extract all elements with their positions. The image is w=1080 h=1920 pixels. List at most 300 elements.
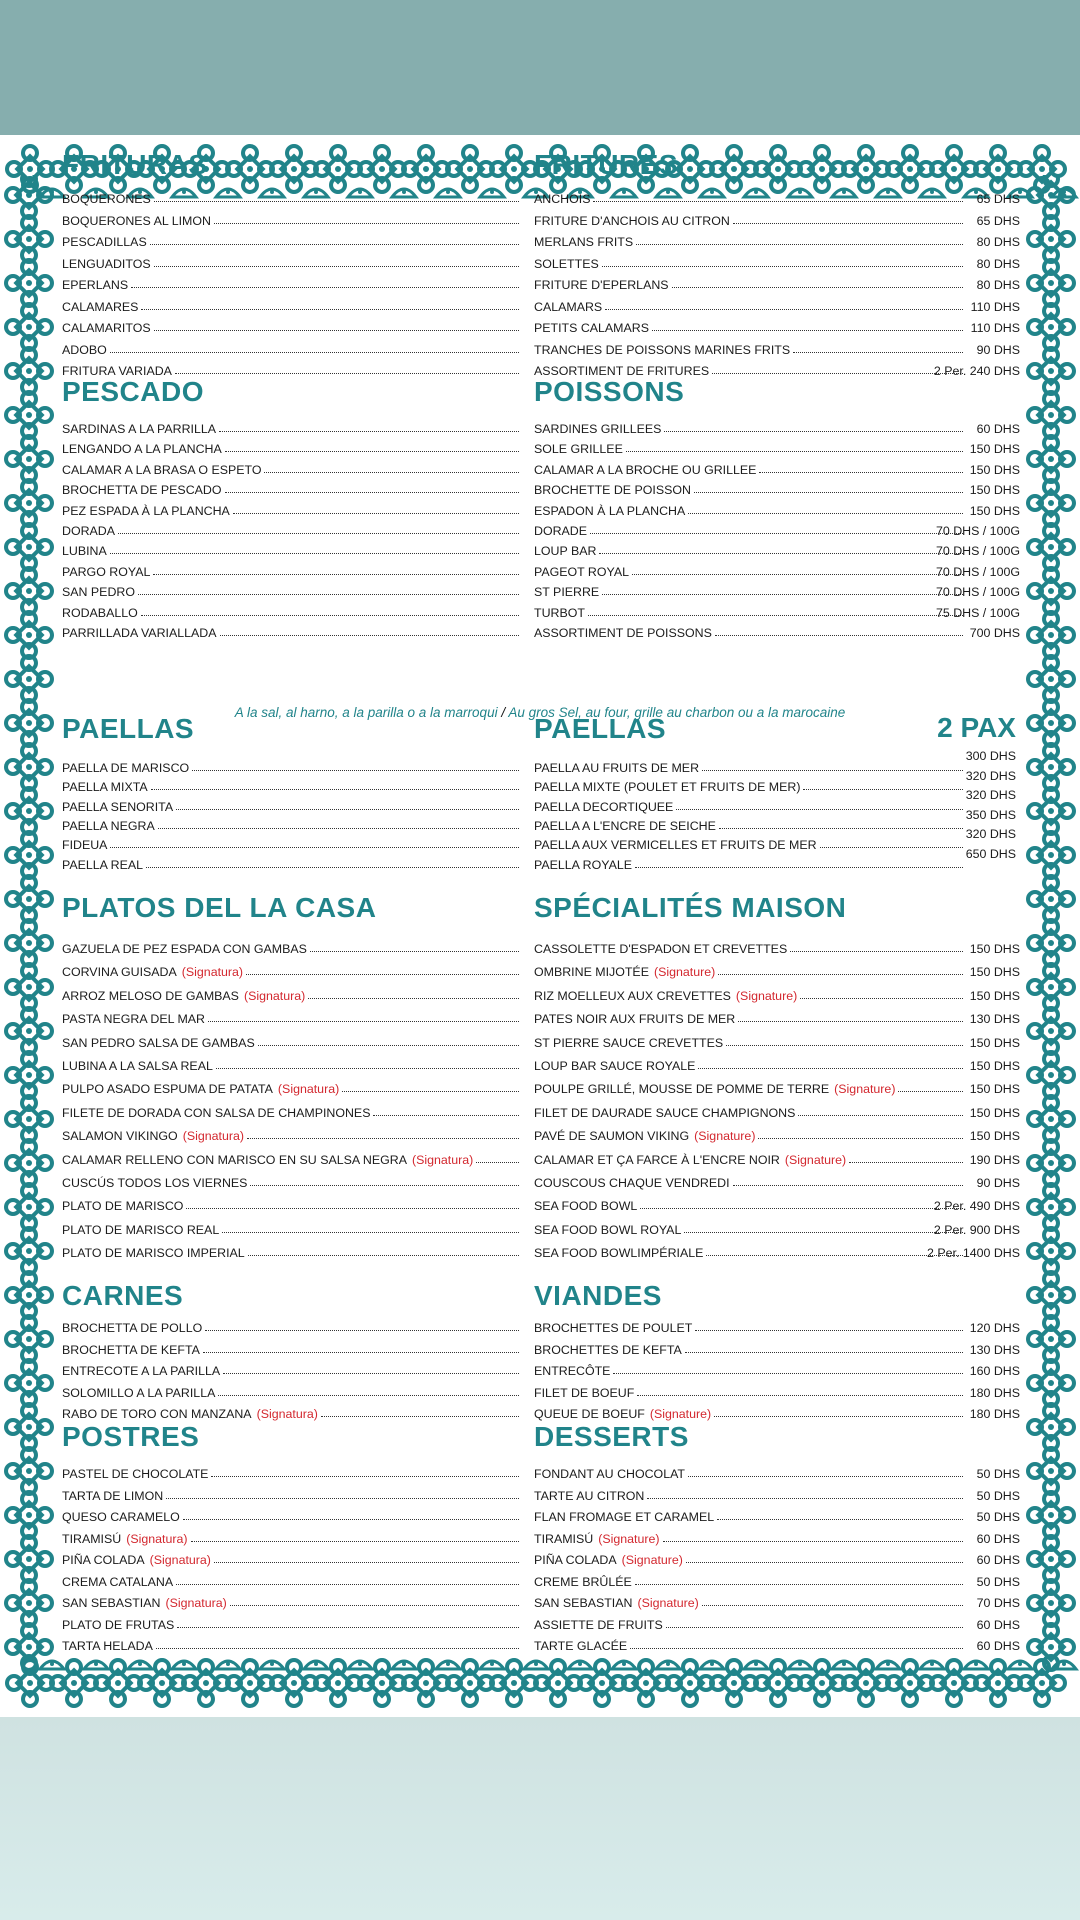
dot-leader xyxy=(702,770,963,771)
dot-leader xyxy=(154,330,519,331)
small-tile-icon xyxy=(348,1661,372,1669)
moroccan-tile-icon xyxy=(359,1660,405,1706)
item-price: 2 Per. 1400 DHS xyxy=(927,1246,1020,1261)
item-name-es xyxy=(62,1569,522,1589)
item-name-es-text: CREMA CATALANA xyxy=(62,1574,174,1589)
moroccan-tile-icon xyxy=(6,348,52,394)
moroccan-tile-icon xyxy=(6,480,52,526)
item-name-fr-text: FLAN FROMAGE ET CARAMEL xyxy=(534,1510,715,1524)
menu-item-row xyxy=(62,1053,1020,1073)
item-name-es-text: PARRILLADA VARIALLADA xyxy=(62,626,217,640)
item-name-fr-text: CALAMARS xyxy=(534,299,603,314)
moroccan-tile-icon xyxy=(6,392,52,438)
dot-leader xyxy=(186,1208,519,1209)
bottom-tile-border xyxy=(0,1649,1080,1717)
moroccan-tile-icon xyxy=(6,1008,52,1054)
section-title-pescado-es: PESCADO xyxy=(62,376,204,407)
item-price: 150 DHS xyxy=(969,1129,1020,1144)
moroccan-tile-icon xyxy=(1028,175,1074,218)
small-tile-icon xyxy=(700,1661,724,1669)
moroccan-tile-icon xyxy=(227,1660,273,1706)
moroccan-tile-icon xyxy=(1028,832,1074,878)
item-name-fr-text: ASSIETTE DE FRUITS xyxy=(534,1617,663,1632)
item-name-es-text: BOQUERONES AL LIMON xyxy=(62,213,211,228)
item-price: 180 DHS xyxy=(969,1407,1020,1422)
item-name-es xyxy=(62,498,522,518)
dot-leader xyxy=(373,1115,519,1116)
menu-item-row xyxy=(62,1147,1020,1167)
small-tile-icon xyxy=(568,1661,592,1669)
item-price: 320 DHS xyxy=(965,768,1016,783)
item-name-es xyxy=(62,559,522,579)
menu-item-row xyxy=(62,498,1020,518)
menu-item-row xyxy=(62,832,1020,852)
item-price: 130 DHS xyxy=(969,1012,1020,1027)
menu-item-row xyxy=(62,208,1020,228)
item-name-fr-text: LOUP BAR SAUCE ROYALE xyxy=(534,1059,696,1073)
dot-leader xyxy=(635,867,963,868)
section-title-platos-es: PLATOS DEL LA CASA xyxy=(62,892,377,923)
moroccan-tile-icon xyxy=(1028,920,1074,966)
item-name-es xyxy=(62,358,522,378)
small-tile-icon xyxy=(480,1661,504,1669)
item-name-es-text: PAELLA SENORITA xyxy=(62,799,174,814)
dot-leader xyxy=(110,352,519,353)
item-name-fr-text: LOUP BAR xyxy=(534,544,597,559)
item-name-es xyxy=(62,1461,522,1481)
moroccan-tile-icon xyxy=(6,1228,52,1274)
item-name-es-text: GAZUELA DE PEZ ESPADA CON GAMBAS xyxy=(62,942,307,956)
signature-tag: (Signatura) xyxy=(126,1531,188,1546)
item-name-es xyxy=(62,1526,522,1546)
item-name-es-text: FILETE DE DORADA CON SALSA DE CHAMPINONES xyxy=(62,1105,371,1120)
item-name-es-text: EPERLANS xyxy=(62,278,129,292)
moroccan-tile-icon xyxy=(535,1660,581,1706)
item-name-fr-text: CREME BRÛLÉE xyxy=(534,1574,632,1589)
item-name-fr xyxy=(534,832,966,852)
menu-item-row xyxy=(62,959,1020,979)
moroccan-tile-icon xyxy=(6,260,52,306)
menu-item-row xyxy=(62,1526,1020,1546)
item-name-es-text: FIDEUA xyxy=(62,838,108,853)
menu-item-row xyxy=(62,1030,1020,1050)
moroccan-tile-icon xyxy=(1028,436,1074,482)
signature-tag: (Signature) xyxy=(637,1596,699,1610)
signature-tag: (Signatura) xyxy=(149,1553,211,1567)
item-name-fr-text: TARTE GLACÉE xyxy=(534,1639,628,1653)
item-name-fr-text: PETITS CALAMARS xyxy=(534,321,649,335)
menu-item-row xyxy=(62,1170,1020,1190)
moroccan-tile-icon xyxy=(843,1660,889,1706)
item-name-es-text: BROCHETTA DE PESCADO xyxy=(62,483,222,498)
menu-item-row xyxy=(62,1315,1020,1335)
item-name-es xyxy=(62,1240,522,1260)
small-tile-icon xyxy=(788,1661,812,1669)
item-name-es xyxy=(62,1006,522,1026)
menu-item-row xyxy=(62,1483,1020,1503)
item-name-es xyxy=(62,294,522,314)
item-name-fr-text: SEA FOOD BOWL xyxy=(534,1199,638,1214)
moroccan-tile-icon xyxy=(1028,568,1074,614)
item-name-fr-text: PAVÉ DE SAUMON VIKING xyxy=(534,1129,690,1144)
item-price: 150 DHS xyxy=(969,1105,1020,1120)
moroccan-tile-icon xyxy=(1028,1536,1074,1582)
item-name-fr-text: POULPE GRILLÉ, MOUSSE DE POMME DE TERRE xyxy=(534,1082,830,1097)
item-name-es xyxy=(62,1170,522,1190)
menu-item-row xyxy=(62,1076,1020,1096)
item-name-fr-text: ST PIERRE SAUCE CREVETTES xyxy=(534,1035,724,1050)
item-price: 350 DHS xyxy=(965,807,1016,822)
moroccan-tile-icon xyxy=(667,1660,713,1706)
small-tile-icon xyxy=(876,1661,900,1669)
moroccan-tile-icon xyxy=(6,1580,52,1626)
item-price: 75 DHS / 100G xyxy=(935,605,1020,620)
item-name-es-text: PAELLA REAL xyxy=(62,857,144,872)
item-name-fr-text: QUEUE DE BOEUF xyxy=(534,1407,645,1422)
item-name-es xyxy=(62,959,522,979)
item-price: 650 DHS xyxy=(965,846,1016,861)
menu-item-row xyxy=(62,457,1020,477)
item-price: 110 DHS xyxy=(970,299,1020,314)
item-name-fr-text: RIZ MOELLEUX AUX CREVETTES xyxy=(534,988,731,1003)
moroccan-tile-icon xyxy=(6,1404,52,1450)
item-name-fr xyxy=(534,813,966,833)
signature-tag: (Signatura) xyxy=(411,1152,474,1167)
paella-price-list xyxy=(966,747,1016,864)
item-name-es xyxy=(62,1217,522,1237)
menu-item-row xyxy=(62,1612,1020,1632)
dot-leader xyxy=(211,1476,519,1477)
menu-item-row xyxy=(62,983,1020,1003)
dot-leader xyxy=(146,867,519,868)
dot-leader xyxy=(310,951,519,952)
small-tile-icon xyxy=(128,1661,152,1669)
note-french: Au gros Sel, au four, grille au charbon ou a la marocaine xyxy=(508,705,846,720)
item-price: 80 DHS xyxy=(976,278,1020,292)
menu-item-row xyxy=(62,774,1020,794)
moroccan-tile-icon xyxy=(1028,216,1074,262)
dot-leader xyxy=(110,553,519,554)
item-price: 320 DHS xyxy=(965,827,1016,841)
item-price: 70 DHS / 100G xyxy=(935,544,1020,559)
item-name-es xyxy=(62,1147,522,1167)
item-name-es-text: RODABALLO xyxy=(62,605,138,620)
item-name-fr-text: SOLE GRILLEE xyxy=(534,442,623,457)
moroccan-tile-icon xyxy=(931,1660,977,1706)
moroccan-tile-icon xyxy=(1028,392,1074,438)
signature-tag: (Signature) xyxy=(694,1129,756,1144)
item-name-es xyxy=(62,1401,522,1421)
item-name-es xyxy=(62,229,522,249)
moroccan-tile-icon xyxy=(1028,876,1074,922)
item-price: 80 DHS xyxy=(976,256,1020,271)
dot-leader xyxy=(264,472,519,473)
item-price: 2 Per. 490 DHS xyxy=(933,1199,1020,1214)
moroccan-tile-icon xyxy=(623,1660,669,1706)
dot-leader xyxy=(141,309,519,310)
item-name-fr-text: PAELLA ROYALE xyxy=(534,857,633,872)
moroccan-tile-icon xyxy=(271,1660,317,1706)
section-title-frituras-es: FRITURAS xyxy=(62,149,208,180)
item-name-fr-text: TIRAMISÚ xyxy=(534,1531,594,1546)
dot-leader xyxy=(208,1021,519,1022)
item-name-es-text: LENGUADITOS xyxy=(62,256,151,271)
menu-item-row xyxy=(62,1100,1020,1120)
moroccan-tile-icon xyxy=(6,304,52,350)
item-name-fr xyxy=(534,852,966,872)
item-name-es-text: CALAMARITOS xyxy=(62,321,151,335)
section-title-carnes-es: CARNES xyxy=(62,1280,184,1311)
item-name-fr-text: SAN SEBASTIAN xyxy=(534,1596,633,1610)
item-name-es xyxy=(62,1337,522,1357)
item-price: 150 DHS xyxy=(969,988,1020,1003)
item-name-es xyxy=(62,208,522,228)
moroccan-tile-icon xyxy=(1028,1448,1074,1494)
item-price: 150 DHS xyxy=(969,1082,1020,1097)
item-name-fr-text: ASSORTIMENT DE POISSONS xyxy=(534,626,712,640)
signature-tag: (Signature) xyxy=(598,1531,660,1546)
right-tile-border xyxy=(1022,175,1080,1675)
moroccan-tile-icon xyxy=(6,612,52,658)
item-price: 2 Per. 900 DHS xyxy=(933,1222,1020,1237)
menu-item-row xyxy=(62,1461,1020,1481)
moroccan-tile-icon xyxy=(1028,744,1074,790)
moroccan-tile-icon xyxy=(1028,1008,1074,1054)
dot-leader xyxy=(214,1562,519,1563)
menu-item-row xyxy=(62,294,1020,314)
dot-leader xyxy=(321,1416,519,1417)
item-name-es-text: CUSCÚS TODOS LOS VIERNES xyxy=(62,1176,248,1190)
item-name-es xyxy=(62,457,522,477)
dot-leader xyxy=(342,1091,519,1092)
moroccan-tile-icon xyxy=(1028,348,1074,394)
item-name-es-text: BROCHETTA DE POLLO xyxy=(62,1321,203,1335)
item-name-fr-text: ENTRECÔTE xyxy=(534,1364,611,1379)
moroccan-tile-icon xyxy=(6,1360,52,1406)
menu-item-row xyxy=(62,1123,1020,1143)
moroccan-tile-icon xyxy=(6,216,52,262)
item-name-es-text: SARDINAS A LA PARRILLA xyxy=(62,422,217,436)
moroccan-tile-icon xyxy=(491,1660,537,1706)
item-name-es-text: BOQUERONES xyxy=(62,192,151,206)
dot-leader xyxy=(166,1498,519,1499)
item-name-es-text: DORADA xyxy=(62,524,116,538)
moroccan-tile-icon xyxy=(1028,1184,1074,1230)
dot-leader xyxy=(191,1541,520,1542)
small-tile-icon xyxy=(920,1661,944,1669)
item-name-fr-text: MERLANS FRITS xyxy=(534,235,634,249)
moroccan-tile-icon xyxy=(6,1184,52,1230)
moroccan-tile-icon xyxy=(1028,260,1074,306)
signature-tag: (Signatura) xyxy=(256,1407,318,1422)
moroccan-tile-icon xyxy=(6,744,52,790)
item-price: 65 DHS xyxy=(976,192,1020,206)
small-tile-icon xyxy=(744,1661,768,1669)
dot-leader xyxy=(150,244,519,245)
item-name-fr-text: CASSOLETTE D'ESPADON ET CREVETTES xyxy=(534,942,788,956)
item-name-es xyxy=(62,1315,522,1335)
dot-leader xyxy=(154,201,519,202)
item-name-fr-text: TARTE AU CITRON xyxy=(534,1488,645,1503)
item-name-es-text: QUESO CARAMELO xyxy=(62,1510,180,1524)
item-name-fr-text: PAELLA AUX VERMICELLES ET FRUITS DE MER xyxy=(534,838,817,853)
moroccan-tile-icon xyxy=(95,1660,141,1706)
dot-leader xyxy=(225,451,519,452)
item-price: 60 DHS xyxy=(976,1553,1020,1567)
item-name-es xyxy=(62,1123,522,1143)
item-price: 190 DHS xyxy=(969,1152,1020,1167)
dot-leader xyxy=(476,1162,519,1163)
item-price: 2 Per. 240 DHS xyxy=(933,364,1020,378)
item-name-es-text: SAN SEBASTIAN xyxy=(62,1596,161,1610)
item-price: 50 DHS xyxy=(976,1467,1020,1481)
menu-item-row xyxy=(62,936,1020,956)
item-name-es xyxy=(62,579,522,599)
item-name-es xyxy=(62,1483,522,1503)
item-name-es xyxy=(62,832,522,852)
item-price: 80 DHS xyxy=(976,235,1020,249)
item-name-es xyxy=(62,518,522,538)
dot-leader xyxy=(156,1648,519,1649)
dot-leader xyxy=(233,513,519,514)
item-name-es xyxy=(62,1193,522,1213)
item-name-es-text: PLATO DE MARISCO xyxy=(62,1199,184,1214)
dot-leader xyxy=(218,1395,519,1396)
item-name-es-text: PEZ ESPADA À LA PLANCHA xyxy=(62,503,230,518)
signature-tag: (Signature) xyxy=(653,965,716,980)
dot-leader xyxy=(248,1255,519,1256)
item-name-es xyxy=(62,1358,522,1378)
moroccan-tile-icon xyxy=(1028,1272,1074,1318)
item-name-fr xyxy=(534,774,966,794)
menu-item-row xyxy=(62,538,1020,558)
item-name-es-text: CALAMARES xyxy=(62,299,139,314)
dot-leader xyxy=(719,828,963,829)
item-name-es xyxy=(62,416,522,436)
moroccan-tile-icon xyxy=(6,1624,52,1670)
item-name-es xyxy=(62,755,522,775)
item-name-es-text: LENGANDO A LA PLANCHA xyxy=(62,442,222,457)
moroccan-tile-icon xyxy=(403,1660,449,1706)
moroccan-tile-icon xyxy=(711,1660,757,1706)
item-name-fr-text: BROCHETTES DE KEFTA xyxy=(534,1342,682,1357)
item-name-es-text: PAELLA MIXTA xyxy=(62,780,148,795)
item-name-es-text: SAN PEDRO xyxy=(62,585,135,600)
moroccan-tile-icon xyxy=(6,964,52,1010)
moroccan-tile-icon xyxy=(6,832,52,878)
dot-leader xyxy=(176,1584,519,1585)
item-price: 320 DHS xyxy=(965,788,1016,802)
moroccan-tile-icon xyxy=(6,1052,52,1098)
item-price: 180 DHS xyxy=(969,1385,1020,1400)
item-name-fr-text: ANCHOIS xyxy=(534,192,591,206)
dot-leader xyxy=(230,1605,519,1606)
item-price: 60 DHS xyxy=(976,1639,1020,1653)
item-name-fr-text: BROCHETTES DE POULET xyxy=(534,1321,693,1335)
moroccan-tile-icon xyxy=(6,1140,52,1186)
menu-item-row xyxy=(62,337,1020,357)
small-tile-icon xyxy=(304,1661,328,1669)
item-name-fr-text: PAELLA MIXTE (POULET ET FRUITS DE MER) xyxy=(534,780,801,795)
menu-item-row xyxy=(62,1401,1020,1421)
item-name-fr xyxy=(534,794,966,814)
item-name-es xyxy=(62,813,522,833)
item-name-es-text: PASTEL DE CHOCOLATE xyxy=(62,1467,209,1481)
item-name-es xyxy=(62,1633,522,1653)
section-title-postres-fr: DESSERTS xyxy=(534,1421,689,1452)
item-name-es xyxy=(62,436,522,456)
dot-leader xyxy=(153,574,519,575)
item-price: 50 DHS xyxy=(976,1510,1020,1524)
item-price: 160 DHS xyxy=(969,1364,1020,1379)
item-name-fr-text: BROCHETTE DE POISSON xyxy=(534,483,691,498)
menu-item-row xyxy=(62,1337,1020,1357)
menu-page xyxy=(0,135,1080,1717)
menu-item-row xyxy=(62,518,1020,538)
signature-tag: (Signatura) xyxy=(165,1596,227,1610)
item-name-es xyxy=(62,1100,522,1120)
signature-tag: (Signature) xyxy=(735,988,798,1003)
small-tile-icon xyxy=(964,1661,988,1669)
menu-item-row xyxy=(62,477,1020,497)
menu-item-row xyxy=(62,813,1020,833)
item-price: 150 DHS xyxy=(969,1059,1020,1073)
item-name-es-text: RABO DE TORO CON MANZANA xyxy=(62,1407,252,1422)
menu-item-row xyxy=(62,1380,1020,1400)
item-price: 150 DHS xyxy=(969,942,1020,956)
item-name-es-text: LUBINA xyxy=(62,544,107,559)
small-tile-icon xyxy=(260,1661,284,1669)
item-name-es xyxy=(62,1380,522,1400)
item-price: 150 DHS xyxy=(969,965,1020,980)
moroccan-tile-icon xyxy=(6,920,52,966)
item-price: 90 DHS xyxy=(976,342,1020,357)
dot-leader xyxy=(110,847,519,848)
item-name-fr-text: CALAMAR ET ÇA FARCE À L'ENCRE NOIR xyxy=(534,1152,780,1167)
item-name-es-text: PULPO ASADO ESPUMA DE PATATA xyxy=(62,1082,273,1097)
item-name-fr-text: ASSORTIMENT DE FRITURES xyxy=(534,364,710,378)
item-price: 150 DHS xyxy=(969,1035,1020,1050)
item-name-fr-text: SEA FOOD BOWLIMPÉRIALE xyxy=(534,1246,704,1261)
moroccan-tile-icon xyxy=(1028,1580,1074,1626)
moroccan-tile-icon xyxy=(1028,524,1074,570)
menu-item-row xyxy=(62,251,1020,271)
dot-leader xyxy=(803,789,963,790)
menu-item-row xyxy=(62,186,1020,206)
moroccan-tile-icon xyxy=(1028,1096,1074,1142)
item-price: 60 DHS xyxy=(976,1617,1020,1632)
moroccan-tile-icon xyxy=(6,524,52,570)
item-name-fr-text: FRITURE D'EPERLANS xyxy=(534,278,669,292)
item-name-fr-text: TURBOT xyxy=(534,605,585,620)
moroccan-tile-icon xyxy=(1028,1624,1074,1670)
dot-leader xyxy=(205,1330,519,1331)
signature-tag: (Signatura) xyxy=(181,965,244,980)
moroccan-tile-icon xyxy=(447,1660,493,1706)
moroccan-tile-icon xyxy=(6,1316,52,1362)
item-name-es-text: PAELLA DE MARISCO xyxy=(62,761,190,775)
item-name-fr-text: SEA FOOD BOWL ROYAL xyxy=(534,1222,682,1237)
item-name-es xyxy=(62,936,522,956)
menu-item-row xyxy=(62,1358,1020,1378)
small-tile-icon xyxy=(216,1661,240,1669)
cooking-style-note: A la sal, al harno, a la parilla o a la marroqui / Au gros Sel, au four, grille au charbon ou a la marocaine xyxy=(234,705,846,720)
menu-item-row xyxy=(62,229,1020,249)
item-price: 150 DHS xyxy=(969,503,1020,518)
item-name-fr-text: SARDINES GRILLEES xyxy=(534,422,662,436)
moroccan-tile-icon xyxy=(6,1536,52,1582)
signature-tag: (Signatura) xyxy=(182,1129,244,1144)
